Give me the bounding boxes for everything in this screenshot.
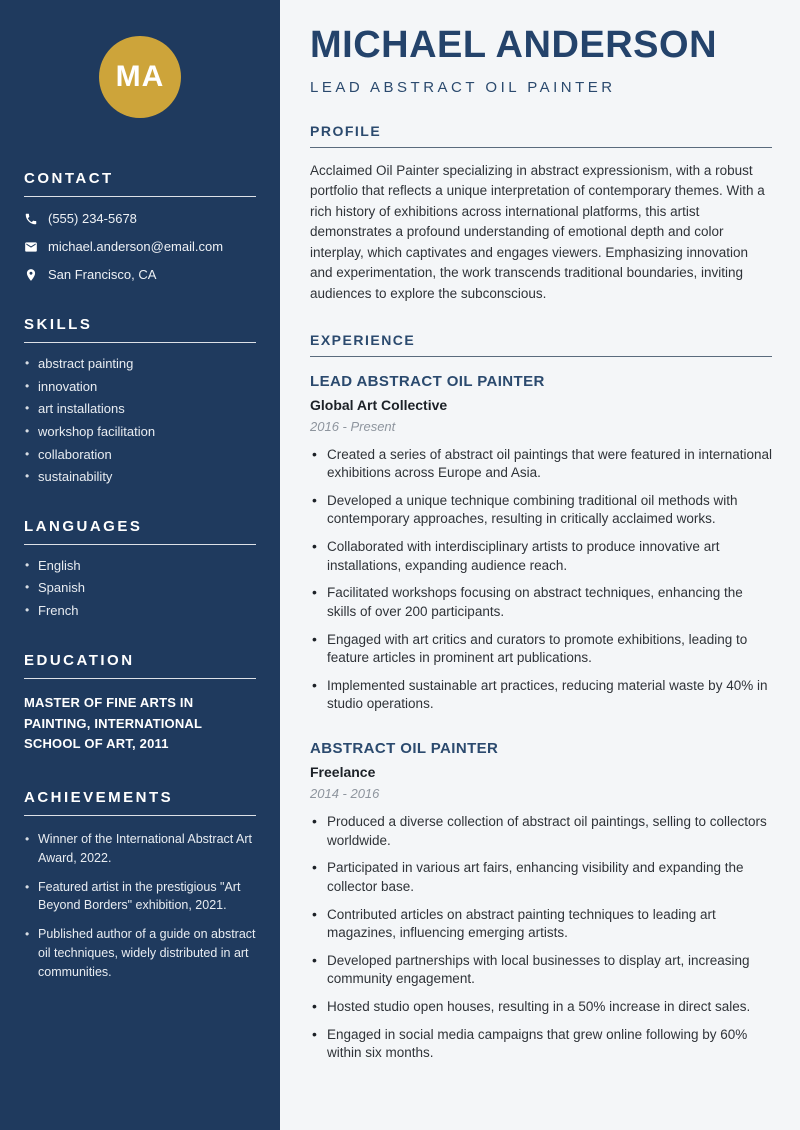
languages-list (24, 559, 256, 618)
achievement-item: • Winner of the International Abstract Art Award, 2022. (24, 830, 256, 868)
job-dates: 2016 - Present (310, 418, 396, 434)
achievements-heading: ACHIEVEMENTS (24, 789, 256, 816)
skill-item: • abstract painting (24, 357, 256, 371)
job-company: Global Art Collective (310, 396, 448, 413)
job-company: Freelance (310, 764, 376, 780)
job-bullet: • Collaborated with interdisciplinary artists to produce innovative art installations, expanding audience reach. (310, 538, 772, 575)
job-bullet: • Developed a unique technique combining traditional oil methods with contemporary approaches, resulting in critically acclaimed works. (310, 492, 772, 529)
achievements-section (24, 789, 256, 981)
skills-list (24, 357, 256, 484)
skills-heading: SKILLS (24, 316, 256, 343)
email-address: michael.anderson@email.com (48, 239, 224, 254)
languages-heading: LANGUAGES (24, 518, 256, 545)
job-bullet-list (310, 813, 772, 1063)
language-item: • Spanish (24, 581, 256, 595)
job-entry (310, 740, 772, 1063)
language-item: • French (24, 604, 256, 618)
phone-number: (555) 234-5678 (48, 211, 137, 226)
job-bullet-list (310, 446, 772, 715)
achievement-item: • Featured artist in the prestigious "Art Beyond Borders" exhibition, 2021. (24, 878, 256, 916)
contact-item-email (24, 239, 256, 254)
contact-section (24, 170, 256, 282)
job-bullet: • Participated in various art fairs, enhancing visibility and expanding the collector base. (310, 859, 772, 896)
job-entry (310, 373, 772, 715)
languages-section (24, 518, 256, 618)
job-bullet: • Produced a diverse collection of abstract oil paintings, selling to collectors worldwide. (310, 813, 772, 850)
job-role: ABSTRACT OIL PAINTER (310, 740, 499, 757)
job-bullet: • Engaged with art critics and curators to promote exhibitions, leading to feature articles in prominent art publications. (310, 631, 772, 668)
skill-item: • innovation (24, 380, 256, 394)
profile-heading: PROFILE (310, 123, 772, 148)
phone-icon (24, 212, 38, 226)
experience-section (310, 332, 772, 1063)
job-role: LEAD ABSTRACT OIL PAINTER (310, 372, 545, 390)
avatar (99, 36, 181, 118)
main-content (280, 0, 800, 1130)
contact-item-phone (24, 211, 256, 226)
education-section (24, 652, 256, 755)
job-bullet: • Implemented sustainable art practices, reducing material waste by 40% in studio operations. (310, 677, 772, 714)
job-bullet: • Hosted studio open houses, resulting in a 50% increase in direct sales. (310, 998, 772, 1017)
job-bullet: • Facilitated workshops focusing on abstract techniques, enhancing the skills of over 200 participants. (310, 584, 772, 621)
location-text: San Francisco, CA (48, 267, 157, 282)
skill-item: • collaboration (24, 448, 256, 462)
job-bullet: • Created a series of abstract oil paintings that were featured in international exhibitions across Europe and Asia. (310, 446, 772, 483)
job-bullet: • Developed partnerships with local businesses to display art, increasing community engagement. (310, 952, 772, 989)
location-icon (24, 268, 38, 282)
education-heading: EDUCATION (24, 652, 256, 679)
sidebar (0, 0, 280, 1130)
education-text: MASTER OF FINE ARTS IN PAINTING, INTERNATIONAL SCHOOL OF ART, 2011 (24, 694, 202, 752)
person-name: MICHAEL ANDERSON (310, 24, 718, 66)
email-icon (24, 240, 38, 254)
experience-heading: EXPERIENCE (310, 332, 772, 357)
job-dates: 2014 - 2016 (310, 786, 380, 801)
skills-section (24, 316, 256, 484)
job-bullet: • Contributed articles on abstract painting techniques to leading art magazines, influencing emerging artists. (310, 906, 772, 943)
skill-item: • workshop facilitation (24, 425, 256, 439)
skill-item: • art installations (24, 402, 256, 416)
skill-item: • sustainability (24, 470, 256, 484)
profile-section (310, 123, 772, 305)
contact-heading: CONTACT (24, 170, 256, 197)
achievements-list (24, 830, 256, 981)
person-title: LEAD ABSTRACT OIL PAINTER (310, 78, 616, 96)
profile-text: Acclaimed Oil Painter specializing in abstract expressionism, with a robust portfolio that reflects a unique interpretation of contemporary themes. With a rich history of exhibitions across international platforms, this artist demonstrates a profound understanding of emotional depth and color interplay, which captivates and engages viewers. Emphasizing innovation and experimentation, the work transcends traditional boundaries, inviting audiences to explore the subconscious. (310, 162, 765, 301)
language-item: • English (24, 559, 256, 573)
contact-item-location (24, 267, 256, 282)
job-bullet: • Engaged in social media campaigns that grew online following by 60% within six months. (310, 1026, 772, 1063)
achievement-item: • Published author of a guide on abstract oil techniques, widely distributed in art communities. (24, 925, 256, 981)
avatar-initials: MA (115, 60, 165, 93)
